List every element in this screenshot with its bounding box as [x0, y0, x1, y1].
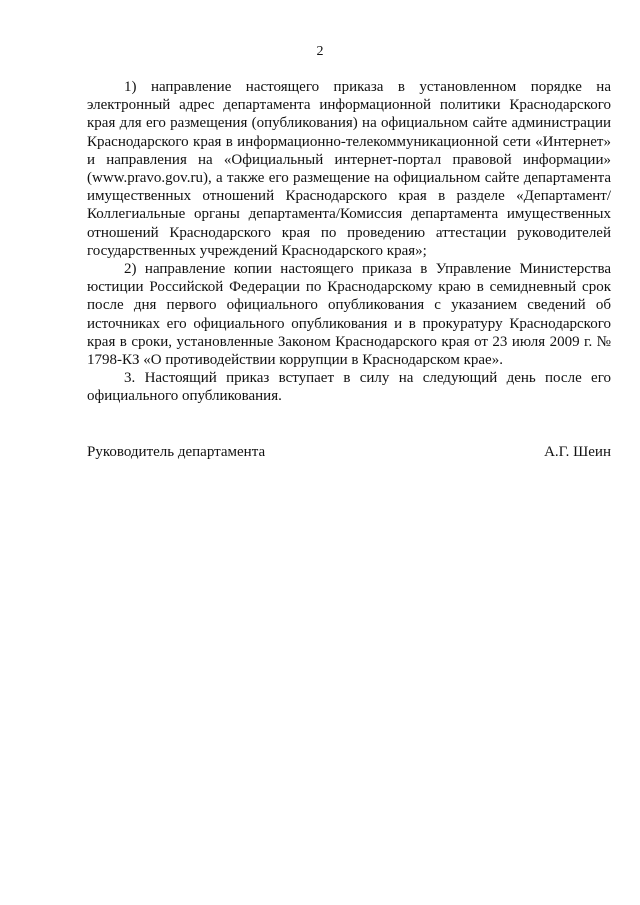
paragraph-item-3: 3. Настоящий приказ вступает в силу на следующий день после его официального опубликования. [87, 370, 611, 405]
paragraph-item-2: 2) направление копии настоящего приказа в Управление Министерства юстиции Российской Федерации по Краснодарскому краю в семидневный срок после дня первого официального опубликования с указанием сведений об источниках его официального опубликования и в прокуратуру Краснодарского края в сроки, установленные Законом Краснодарского края от 23 июля 2009 г. № 1798-КЗ «О противодействии коррупции в Краснодарском крае». [87, 261, 611, 369]
signature-block [87, 443, 611, 461]
page-number: 2 [316, 44, 324, 59]
signatory-position: Руководитель департамента [87, 444, 266, 460]
signatory-name: А.Г. Шеин [544, 444, 611, 460]
paragraph-item-1: 1) направление настоящего приказа в установленном порядке на электронный адрес департамента информационной политики Краснодарского края для его размещения (опубликования) на официальном сайте администрации Краснодарского края в информационно-телекоммуникационной сети «Интернет» и направления на «Официальный интернет-портал правовой информации» (www.pravo.gov.ru), а также его размещение на официальном сайте департамента имущественных отношений Краснодарского края в разделе «Департамент/Коллегиальные органы департамента/Комиссия департамента имущественных отношений Краснодарского края по проведению аттестации руководителей государственных учреждений Краснодарского края»; [87, 79, 611, 259]
document-body [87, 78, 611, 406]
